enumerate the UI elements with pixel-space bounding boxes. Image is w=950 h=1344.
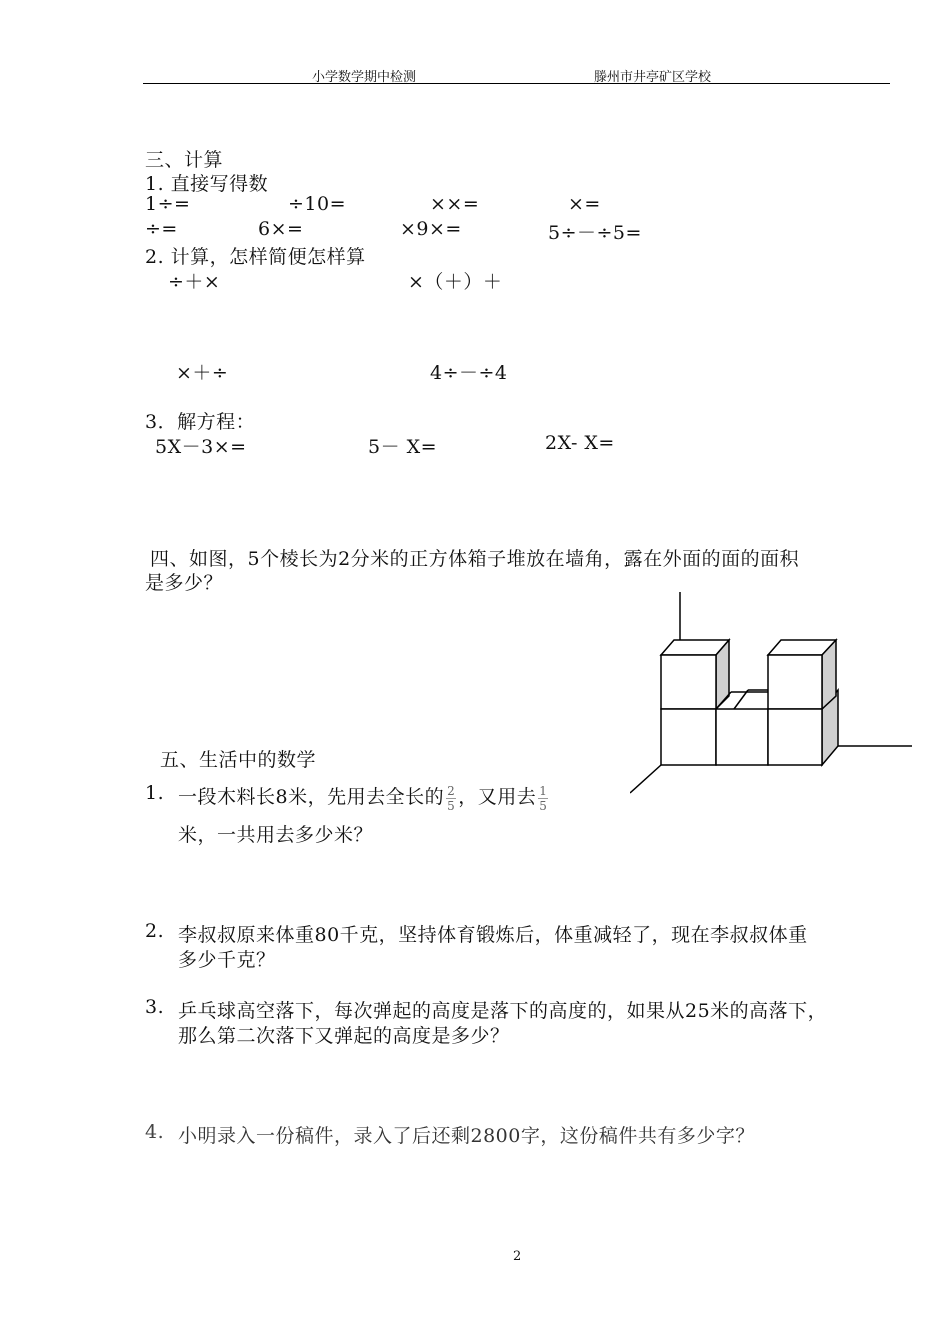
q1-item-5: ÷=: [145, 218, 178, 240]
s5-q1-line1: [178, 782, 550, 813]
cube-bottom-2: [716, 709, 768, 765]
s5-q4-number: 4.: [145, 1121, 165, 1143]
section3-title: 三、计算: [145, 149, 224, 171]
q1-label: 1. 直接写得数: [145, 173, 269, 195]
section4-line1: 四、如图，5个棱长为2分米的正方体箱子堆放在墙角，露在外面的面的面积: [150, 548, 800, 570]
fraction-numerator: 2: [447, 783, 456, 798]
cube-top-left-front: [661, 655, 716, 709]
q3-eq-1: 5X－3×=: [155, 436, 247, 458]
cube-top-right-front: [768, 655, 822, 709]
header-right: 滕州市井亭矿区学校: [594, 70, 712, 85]
fraction-one-fifth: [538, 784, 548, 813]
q3-eq-3: 2X- X=: [545, 432, 615, 454]
q1-item-8: 5÷－÷5=: [548, 222, 642, 244]
s5-q4-line1: 小明录入一份稿件，录入了后还剩2800字，这份稿件共有多少字？: [178, 1125, 755, 1147]
fraction-numerator: 1: [539, 783, 548, 798]
s5-q1-number: 1.: [145, 782, 165, 804]
q2-expr-2: ×（＋）＋: [408, 271, 503, 293]
fraction-denominator: 5: [539, 798, 548, 813]
s5-q2-number: 2.: [145, 920, 165, 942]
s5-q1-text-a: 一段木料长8米，先用去全长的: [178, 786, 445, 808]
s5-q3-line1: 乒乓球高空落下，每次弹起的高度是落下的高度的，如果从25米的高落下，: [178, 1000, 828, 1022]
fraction-denominator: 5: [447, 798, 456, 813]
page-number: 2: [513, 1249, 522, 1264]
q1-item-4: ×=: [568, 193, 601, 215]
cube-bottom-1: [661, 709, 716, 765]
fraction-two-fifths: [446, 784, 456, 813]
q2-expr-1: ÷＋×: [168, 271, 221, 293]
q1-item-7: ×9×=: [400, 218, 462, 240]
header-rule: [143, 83, 890, 84]
s5-q3-line2: 那么第二次落下又弹起的高度是多少？: [178, 1025, 510, 1047]
section4-line2: 是多少？: [145, 572, 224, 594]
header-left: 小学数学期中检测: [312, 70, 417, 85]
s5-q2-line2: 多少千克？: [178, 949, 276, 971]
s5-q2-line1: 李叔叔原来体重80千克，坚持体育锻炼后，体重减轻了，现在李叔叔体重: [178, 924, 808, 946]
q1-item-2: ÷10=: [288, 193, 347, 215]
floor-diagonal-line: [630, 765, 661, 793]
section5-title: 五、生活中的数学: [160, 749, 317, 771]
q2-expr-3: ×＋÷: [176, 362, 229, 384]
cube-bottom-3: [768, 709, 822, 765]
q3-eq-2: 5－ X=: [368, 436, 438, 458]
q2-label: 2. 计算，怎样简便怎样算: [145, 246, 366, 268]
s5-q3-number: 3.: [145, 996, 165, 1018]
q2-expr-4: 4÷－÷4: [430, 362, 508, 384]
q1-item-1: 1÷=: [145, 193, 191, 215]
q1-item-3: ××=: [430, 193, 480, 215]
q3-label: 3．解方程：: [145, 411, 256, 433]
q1-item-6: 6×=: [258, 218, 304, 240]
s5-q1-text-b: ，又用去: [458, 786, 537, 808]
s5-q1-line2: 米，一共用去多少米？: [178, 824, 374, 846]
cube-stack-figure: [630, 588, 920, 804]
